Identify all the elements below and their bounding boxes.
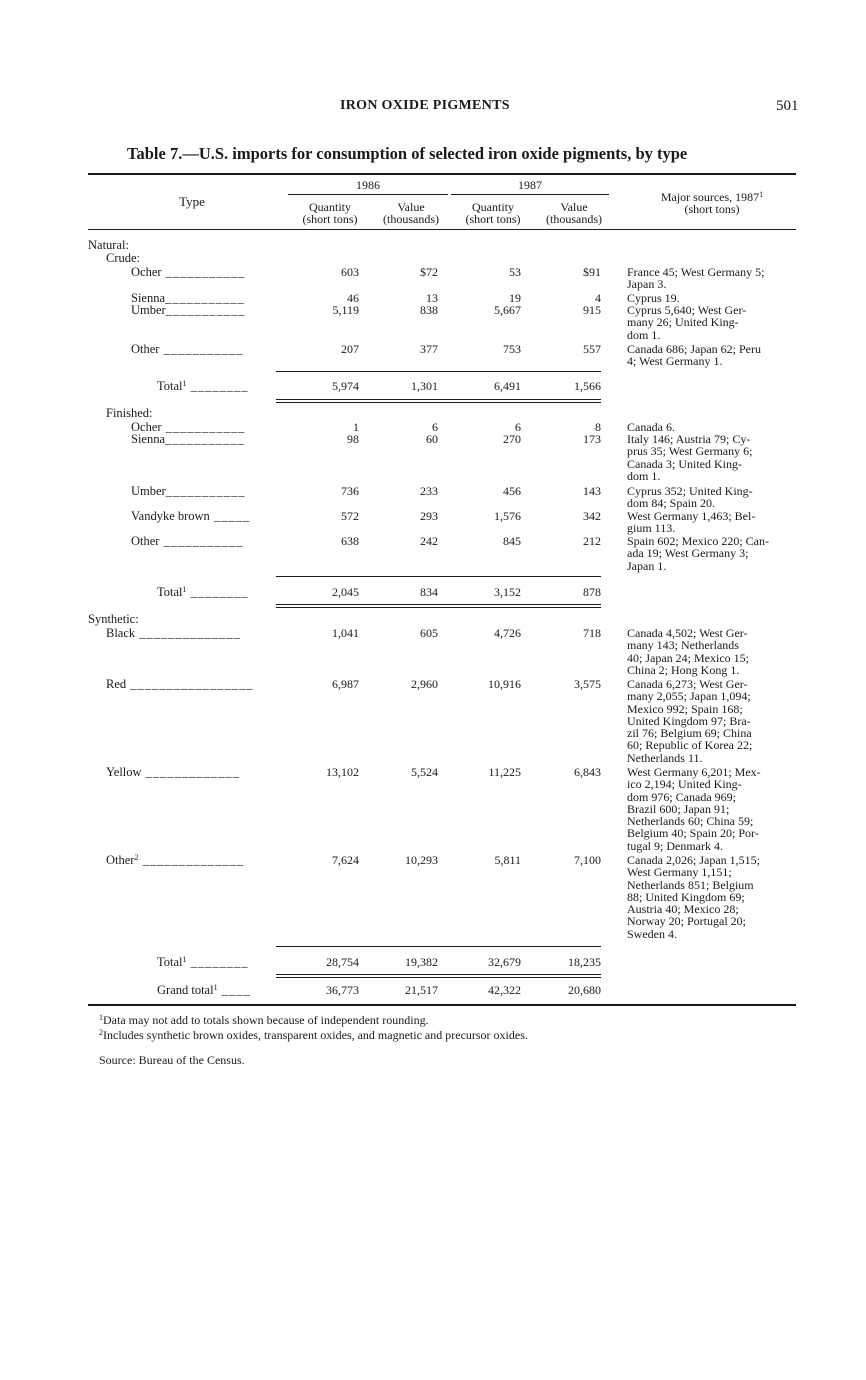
- cell-sources: Spain 602; Mexico 220; Can- ada 19; West Germany 3; Japan 1.: [627, 534, 769, 573]
- cell-qty-1986: 5,119: [332, 303, 359, 317]
- year-1986-rule: [288, 194, 448, 195]
- cell-qty-1986: 6,987: [332, 677, 359, 691]
- cell-qty-1986: 638: [341, 534, 359, 548]
- cell-sources: Canada 4,502; West Ger- many 143; Netherlands 40; Japan 24; Mexico 15; China 2; Hong Kong 1.: [627, 626, 749, 677]
- col-head-qty-1986: [290, 201, 370, 225]
- col-head-sources-footnote-mark: 1: [759, 190, 764, 199]
- cell-sources: Cyprus 19.: [627, 291, 680, 305]
- group-finished: Finished:: [106, 406, 153, 420]
- row-label: Vandyke brown _____: [131, 509, 251, 523]
- cell-qty-1987: 10,916: [488, 677, 521, 691]
- cell-val-1986: 13: [426, 291, 438, 305]
- cell-qty-1987: 3,152: [494, 585, 521, 599]
- cell-qty-1987: 6: [515, 420, 521, 434]
- table-bottom-rule: [88, 1004, 796, 1006]
- cell-val-1986: 605: [420, 626, 438, 640]
- cell-val-1986: 377: [420, 342, 438, 356]
- row-label: Yellow _____________: [106, 765, 240, 779]
- cell-val-1986: 21,517: [405, 983, 438, 997]
- header-bottom-rule: [88, 229, 796, 230]
- cell-qty-1986: 98: [347, 432, 359, 446]
- cell-sources: Cyprus 352; United King- dom 84; Spain 20.: [627, 484, 753, 511]
- cell-qty-1987: 53: [509, 265, 521, 279]
- cell-val-1987: 173: [583, 432, 601, 446]
- cell-qty-1987: 845: [503, 534, 521, 548]
- col-head-val-1986-line1: Value: [397, 200, 425, 214]
- row-label: Sienna___________: [131, 291, 245, 305]
- cell-qty-1986: 5,974: [332, 379, 359, 393]
- cell-val-1986: 6: [432, 420, 438, 434]
- cell-sources: Italy 146; Austria 79; Cy- prus 35; West Germany 6; Canada 3; United King- dom 1.: [627, 432, 753, 483]
- total-double-rule-b: [276, 977, 601, 978]
- cell-val-1986: 233: [420, 484, 438, 498]
- cell-qty-1986: 2,045: [332, 585, 359, 599]
- cell-qty-1986: 46: [347, 291, 359, 305]
- row-label: Other$^2$ ______________: [106, 853, 245, 867]
- row-label-grand-total: Grand total$^1$ ____: [157, 983, 251, 997]
- cell-val-1987: 8: [595, 420, 601, 434]
- cell-val-1986: 293: [420, 509, 438, 523]
- year-1987-rule: [451, 194, 609, 195]
- col-head-qty-1987-line1: Quantity: [472, 200, 514, 214]
- cell-qty-1987: 11,225: [488, 765, 521, 779]
- cell-val-1986: 19,382: [405, 955, 438, 969]
- row-label-total: Total$^1$ ________: [157, 379, 249, 393]
- cell-qty-1986: 7,624: [332, 853, 359, 867]
- cell-val-1986: $72: [420, 265, 438, 279]
- total-rule: [276, 576, 601, 577]
- col-head-val-1987-line2: (thousands): [546, 212, 602, 226]
- cell-qty-1987: 6,491: [494, 379, 521, 393]
- cell-val-1986: 834: [420, 585, 438, 599]
- cell-sources: Canada 6.: [627, 420, 675, 434]
- cell-qty-1986: 603: [341, 265, 359, 279]
- cell-sources: West Germany 1,463; Bel- gium 113.: [627, 509, 756, 536]
- cell-val-1987: 3,575: [574, 677, 601, 691]
- col-head-val-1986: [372, 201, 450, 225]
- group-synthetic: Synthetic:: [88, 612, 139, 626]
- row-label: Red _________________: [106, 677, 254, 691]
- cell-qty-1987: 1,576: [494, 509, 521, 523]
- page-number: 501: [776, 98, 799, 114]
- cell-val-1987: 18,235: [568, 955, 601, 969]
- row-label: Black ______________: [106, 626, 241, 640]
- footnote-2: $^2$Includes synthetic brown oxides, transparent oxides, and magnetic and precursor oxides.: [99, 1028, 528, 1042]
- cell-val-1987: 4: [595, 291, 601, 305]
- cell-qty-1986: 36,773: [326, 983, 359, 997]
- col-head-qty-1987: [452, 201, 534, 225]
- footnote-1: $^1$Data may not add to totals shown because of independent rounding.: [99, 1013, 429, 1027]
- row-label: Ocher ___________: [131, 265, 246, 279]
- table-caption: Table 7.—U.S. imports for consumption of selected iron oxide pigments, by type: [127, 144, 688, 163]
- group-crude: Crude:: [106, 251, 141, 265]
- total-double-rule-b: [276, 402, 601, 403]
- cell-qty-1987: 5,667: [494, 303, 521, 317]
- total-rule: [276, 946, 601, 947]
- cell-sources: Canada 2,026; Japan 1,515; West Germany 1,151; Netherlands 851; Belgium 88; United Kingdom 69; Austria 40; Mexico 28; Norway 20; Portugal 20; Sweden 4.: [627, 853, 760, 941]
- col-head-year-1986: 1986: [356, 178, 380, 192]
- total-double-rule-b: [276, 607, 601, 608]
- cell-val-1987: $91: [583, 265, 601, 279]
- col-head-type: Type: [179, 194, 205, 209]
- col-head-qty-1987-line2: (short tons): [465, 212, 521, 226]
- col-head-year-1987: 1987: [518, 178, 542, 192]
- cell-qty-1987: 4,726: [494, 626, 521, 640]
- cell-qty-1986: 572: [341, 509, 359, 523]
- cell-val-1987: 20,680: [568, 983, 601, 997]
- row-label: Other ___________: [131, 342, 244, 356]
- col-head-sources-line1: Major sources, 1987: [660, 190, 760, 204]
- cell-val-1986: 1,301: [411, 379, 438, 393]
- cell-val-1987: 6,843: [574, 765, 601, 779]
- cell-sources: Cyprus 5,640; West Ger- many 26; United King- dom 1.: [627, 303, 747, 342]
- col-head-qty-1986-line2: (short tons): [302, 212, 358, 226]
- row-label: Ocher ___________: [131, 420, 246, 434]
- cell-qty-1987: 270: [503, 432, 521, 446]
- cell-val-1987: 718: [583, 626, 601, 640]
- col-head-val-1987-line1: Value: [560, 200, 588, 214]
- group-natural: Natural:: [88, 238, 129, 252]
- row-label-total: Total$^1$ ________: [157, 955, 249, 969]
- row-label: Umber___________: [131, 484, 246, 498]
- row-label: Sienna___________: [131, 432, 245, 446]
- cell-sources: Canada 686; Japan 62; Peru 4; West Germany 1.: [627, 342, 761, 369]
- cell-val-1986: 2,960: [411, 677, 438, 691]
- total-double-rule-a: [276, 604, 601, 605]
- cell-qty-1987: 753: [503, 342, 521, 356]
- cell-val-1987: 212: [583, 534, 601, 548]
- cell-qty-1986: 1,041: [332, 626, 359, 640]
- cell-val-1986: 5,524: [411, 765, 438, 779]
- cell-qty-1987: 19: [509, 291, 521, 305]
- cell-sources: West Germany 6,201; Mex- ico 2,194; United King- dom 976; Canada 969; Brazil 600; Japan 91; Netherlands 60; China 59; Belgium 40; Spain 20; Por- tugal 9; Denmark 4.: [627, 765, 761, 853]
- cell-sources: France 45; West Germany 5; Japan 3.: [627, 265, 765, 292]
- cell-val-1987: 342: [583, 509, 601, 523]
- cell-qty-1987: 456: [503, 484, 521, 498]
- total-double-rule-a: [276, 399, 601, 400]
- cell-qty-1987: 42,322: [488, 983, 521, 997]
- cell-val-1987: 1,566: [574, 379, 601, 393]
- total-double-rule-a: [276, 974, 601, 975]
- col-head-qty-1986-line1: Quantity: [309, 200, 351, 214]
- col-head-val-1986-line2: (thousands): [383, 212, 439, 226]
- cell-qty-1986: 1: [353, 420, 359, 434]
- cell-qty-1986: 736: [341, 484, 359, 498]
- cell-qty-1987: 32,679: [488, 955, 521, 969]
- row-label-total: Total$^1$ ________: [157, 585, 249, 599]
- cell-qty-1986: 207: [341, 342, 359, 356]
- cell-qty-1986: 28,754: [326, 955, 359, 969]
- table-top-rule: [88, 173, 796, 175]
- cell-sources: Canada 6,273; West Ger- many 2,055; Japan 1,094; Mexico 992; Spain 168; United Kingdom 97; Bra- zil 76; Belgium 69; China 60; Republic of Korea 22; Netherlands 11.: [627, 677, 753, 765]
- cell-val-1986: 10,293: [405, 853, 438, 867]
- col-head-val-1987: [535, 201, 613, 225]
- col-head-sources-line2: (short tons): [684, 202, 740, 216]
- cell-val-1987: 7,100: [574, 853, 601, 867]
- row-label: Other ___________: [131, 534, 244, 548]
- cell-qty-1986: 13,102: [326, 765, 359, 779]
- cell-val-1986: 60: [426, 432, 438, 446]
- col-head-sources: [632, 191, 792, 215]
- running-header-title: IRON OXIDE PIGMENTS: [340, 98, 510, 113]
- cell-val-1987: 915: [583, 303, 601, 317]
- row-label: Umber___________: [131, 303, 246, 317]
- cell-val-1987: 878: [583, 585, 601, 599]
- cell-val-1987: 143: [583, 484, 601, 498]
- cell-val-1986: 838: [420, 303, 438, 317]
- total-rule: [276, 371, 601, 372]
- cell-val-1987: 557: [583, 342, 601, 356]
- cell-val-1986: 242: [420, 534, 438, 548]
- cell-qty-1987: 5,811: [494, 853, 521, 867]
- source-note: Source: Bureau of the Census.: [99, 1053, 245, 1067]
